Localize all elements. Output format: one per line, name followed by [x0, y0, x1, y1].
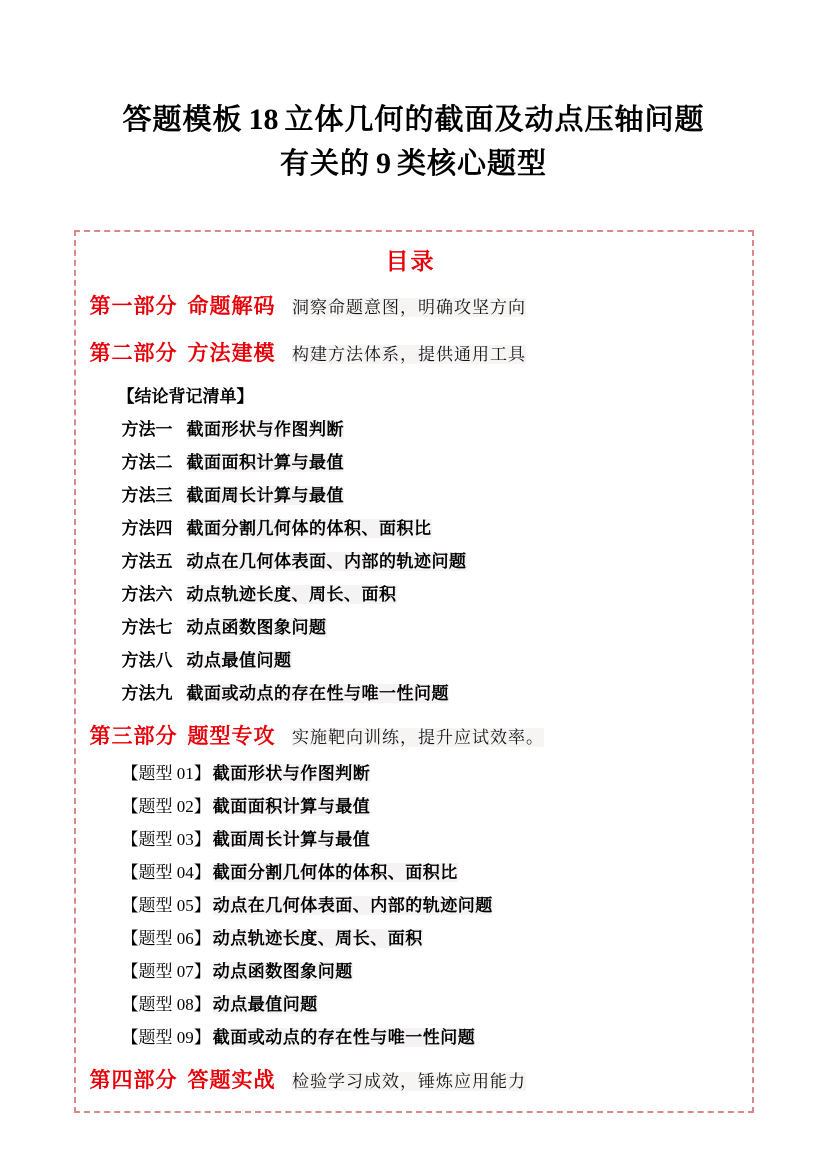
method-8-text: 动点最值问题 — [186, 651, 292, 670]
method-5-prefix: 方法五 — [121, 552, 173, 571]
type-item-4 — [88, 861, 734, 885]
method-8-prefix: 方法八 — [121, 651, 173, 670]
type-2-prefix: 【题型 02】 — [121, 797, 211, 816]
method-5-text: 动点在几何体表面、内部的轨迹问题 — [186, 552, 467, 571]
type-9-prefix: 【题型 09】 — [121, 1028, 211, 1047]
type-3-prefix: 【题型 03】 — [121, 830, 211, 849]
toc-box — [74, 230, 754, 1113]
type-2-text: 截面面积计算与最值 — [212, 797, 371, 816]
method-item-6 — [88, 583, 734, 607]
type-item-3 — [88, 828, 734, 852]
method-item-2 — [88, 451, 734, 475]
title-number-2: 9 — [376, 147, 391, 180]
method-7-prefix: 方法七 — [121, 618, 173, 637]
method-4-prefix: 方法四 — [121, 519, 173, 538]
type-1-text: 截面形状与作图判断 — [212, 764, 371, 783]
method-item-5 — [88, 550, 734, 574]
part-1-name: 命题解码 — [187, 295, 276, 318]
title-number-1: 18 — [248, 103, 279, 136]
part-3-label: 第三部分 — [89, 725, 178, 748]
type-5-prefix: 【题型 05】 — [121, 896, 211, 915]
part-2-name: 方法建模 — [187, 342, 276, 365]
doc-title — [0, 0, 827, 186]
part-2-label: 第二部分 — [89, 342, 178, 365]
type-5-text: 动点在几何体表面、内部的轨迹问题 — [212, 896, 493, 915]
doc-title-line-2 — [0, 142, 827, 186]
part-row-2 — [88, 340, 734, 370]
type-8-prefix: 【题型 08】 — [121, 995, 211, 1014]
part-row-4 — [88, 1067, 734, 1097]
method-7-text: 动点函数图象问题 — [186, 618, 327, 637]
method-item-8 — [88, 649, 734, 673]
type-1-prefix: 【题型 01】 — [121, 764, 211, 783]
part-1-subtitle: 洞察命题意图，明确攻坚方向 — [291, 298, 526, 317]
title-text-2: 有关的 — [279, 148, 370, 180]
method-3-text: 截面周长计算与最值 — [186, 486, 344, 505]
method-4-text: 截面分割几何体的体积、面积比 — [186, 519, 432, 538]
part-3-name: 题型专攻 — [187, 725, 276, 748]
method-2-prefix: 方法二 — [121, 453, 173, 472]
type-item-8 — [88, 993, 734, 1017]
type-item-5 — [88, 894, 734, 918]
method-1-prefix: 方法一 — [121, 420, 173, 439]
method-3-prefix: 方法三 — [121, 486, 173, 505]
type-item-7 — [88, 960, 734, 984]
method-6-text: 动点轨迹长度、周长、面积 — [186, 585, 397, 604]
type-item-2 — [88, 795, 734, 819]
part-4-name: 答题实战 — [187, 1069, 276, 1092]
title-rest-2: 类核心题型 — [397, 148, 548, 180]
type-6-prefix: 【题型 06】 — [121, 929, 211, 948]
type-item-1 — [88, 762, 734, 786]
method-item-9 — [88, 682, 734, 706]
method-9-prefix: 方法九 — [121, 684, 173, 703]
method-9-text: 截面或动点的存在性与唯一性问题 — [186, 684, 449, 703]
type-6-text: 动点轨迹长度、周长、面积 — [212, 929, 423, 948]
part-row-3 — [88, 723, 734, 753]
type-item-6 — [88, 927, 734, 951]
type-8-text: 动点最值问题 — [212, 995, 318, 1014]
type-7-prefix: 【题型 07】 — [121, 962, 211, 981]
memo-item: 【结论背记清单】 — [117, 387, 254, 406]
title-text-1: 答题模板 — [122, 104, 243, 136]
part-row-1 — [88, 293, 734, 323]
method-6-prefix: 方法六 — [121, 585, 173, 604]
type-4-text: 截面分割几何体的体积、面积比 — [212, 863, 458, 882]
type-3-text: 截面周长计算与最值 — [212, 830, 371, 849]
part-4-label: 第四部分 — [89, 1069, 178, 1092]
part-4-subtitle: 检验学习成效，锤炼应用能力 — [291, 1072, 526, 1091]
part-1-label: 第一部分 — [89, 295, 178, 318]
doc-title-line-1 — [0, 98, 827, 142]
method-item-4 — [88, 517, 734, 541]
type-7-text: 动点函数图象问题 — [212, 962, 353, 981]
type-4-prefix: 【题型 04】 — [121, 863, 211, 882]
part-3-subtitle: 实施靶向训练，提升应试效率。 — [291, 728, 544, 747]
method-1-text: 截面形状与作图判断 — [186, 420, 344, 439]
part-2-subtitle: 构建方法体系，提供通用工具 — [291, 345, 526, 364]
method-item-3 — [88, 484, 734, 508]
method-2-text: 截面面积计算与最值 — [186, 453, 344, 472]
type-9-text: 截面或动点的存在性与唯一性问题 — [212, 1028, 476, 1047]
toc-heading: 目录 — [385, 248, 436, 274]
type-item-9 — [88, 1026, 734, 1050]
title-rest-1: 立体几何的截面及动点压轴问题 — [284, 104, 705, 136]
method-item-7 — [88, 616, 734, 640]
method-item-1 — [88, 418, 734, 442]
